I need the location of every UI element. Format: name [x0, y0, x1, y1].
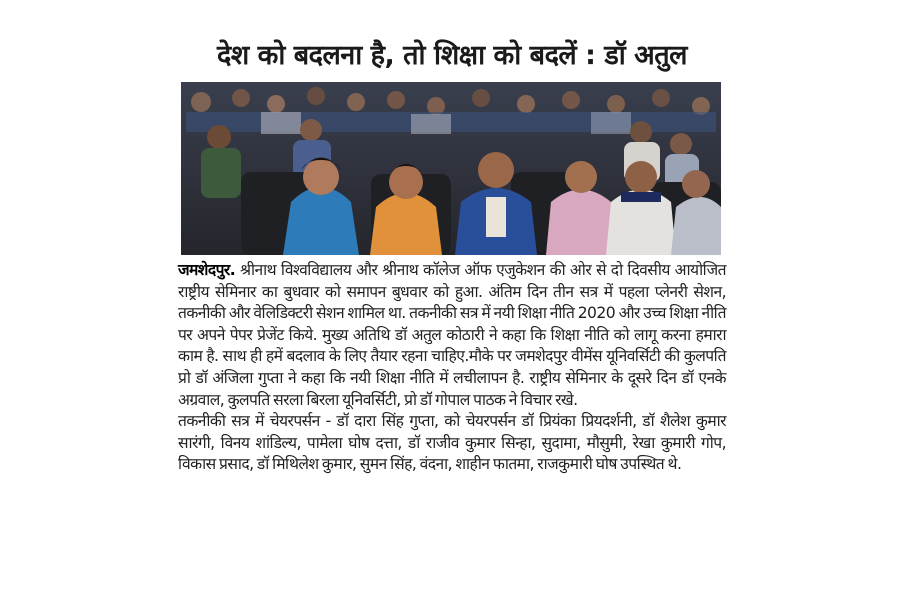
- article-paragraph-2: तकनीकी सत्र में चेयरपर्सन - डॉ दारा सिंह गुप्ता, को चेयरपर्सन डॉ प्रियंका प्रियदर्शनी, डॉ शैलेश कुमार सारंगी, विनय शांडिल्य, पामेला घोष दत्ता, डॉ राजीव कुमार सिन्हा, सुदामा, मौसुमी, रेखा कुमारी गोप, विकास प्रसाद, डॉ मिथिलेश कुमार, सुमन सिंह, वंदना, शाहीन फातमा, राजकुमारी घोष उपस्थित थे.: [178, 412, 726, 474]
- article-paragraph-1: [178, 260, 726, 411]
- headline: देश को बदलना है, तो शिक्षा को बदलें : डॉ अतुल: [217, 40, 687, 71]
- paragraph-1-text: श्रीनाथ विश्वविद्यालय और श्रीनाथ कॉलेज ऑफ एजुकेशन की ओर से दो दिवसीय आयोजित राष्ट्रीय सेमिनार का बुधवार को समापन बुधवार को हुआ. अंतिम दिन तीन सत्र में पहला प्लेनरी सेशन, तकनीकी और वेलिडिक्टरी सेशन शामिल था. तकनीकी सत्र में नयी शिक्षा नीति 2020 और उच्च शिक्षा नीति पर अपने पेपर प्रेजेंट किये. मुख्य अतिथि डॉ अतुल कोठारी ने कहा कि शिक्षा नीति को लागू करना हमारा काम है. साथ ही हमें बदलाव के लिए तैयार रहना चाहिए.मौके पर जमशेदपुर वीमेंस यूनिवर्सिटी की कुलपति प्रो डॉ अंजिला गुप्ता ने कहा कि नयी शिक्षा नीति में लचीलापन है. राष्ट्रीय सेमिनार के दूसरे दिन डॉ एनके अग्रवाल, कुलपति सरला बिरला यूनिवर्सिटी, प्रो डॉ गोपाल पाठक ने विचार रखे.: [178, 261, 726, 409]
- dateline: जमशेदपुर.: [178, 261, 236, 279]
- seminar-photo: [181, 82, 721, 255]
- article-body: [178, 260, 726, 476]
- newspaper-clipping: [178, 30, 726, 580]
